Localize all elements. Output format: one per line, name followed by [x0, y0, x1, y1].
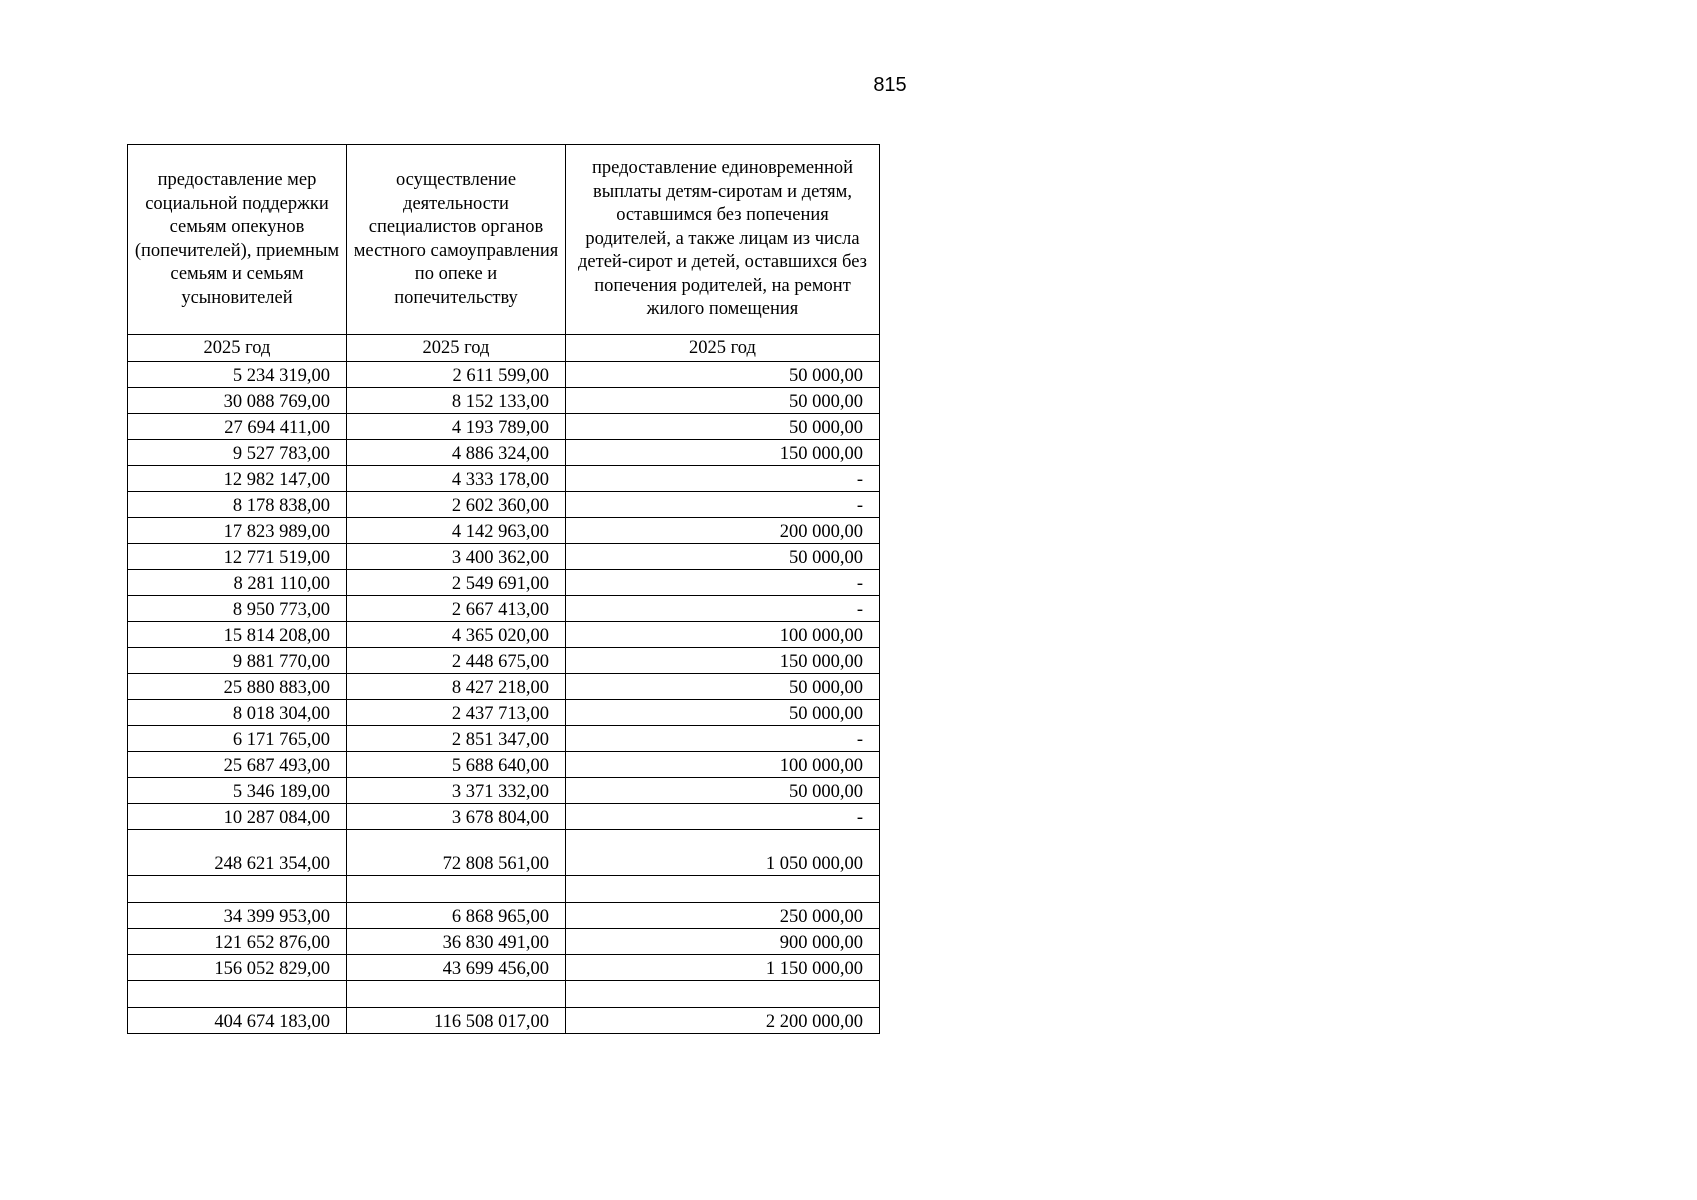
table-cell: 12 982 147,00 [128, 466, 347, 492]
table-cell: - [566, 570, 880, 596]
table-cell: 6 171 765,00 [128, 726, 347, 752]
table-cell: 10 287 084,00 [128, 804, 347, 830]
grand-total-cell: 116 508 017,00 [347, 1008, 566, 1034]
table-cell: 6 868 965,00 [347, 903, 566, 929]
table-cell: 150 000,00 [566, 648, 880, 674]
table-cell: 121 652 876,00 [128, 929, 347, 955]
table-cell: 2 437 713,00 [347, 700, 566, 726]
table-row [128, 700, 880, 726]
table-cell: 8 018 304,00 [128, 700, 347, 726]
table-row [128, 726, 880, 752]
table-cell: 100 000,00 [566, 752, 880, 778]
grand-total-cell: 2 200 000,00 [566, 1008, 880, 1034]
group-row [128, 955, 880, 981]
table-row [128, 362, 880, 388]
table-cell: 5 688 640,00 [347, 752, 566, 778]
table-row [128, 388, 880, 414]
table-cell: 2 667 413,00 [347, 596, 566, 622]
subtotal-row [128, 830, 880, 876]
table-cell: 2 611 599,00 [347, 362, 566, 388]
table-cell: 34 399 953,00 [128, 903, 347, 929]
table-row [128, 518, 880, 544]
table-cell: - [566, 492, 880, 518]
grand-total-cell: 404 674 183,00 [128, 1008, 347, 1034]
table-cell: 25 687 493,00 [128, 752, 347, 778]
table-cell: 1 150 000,00 [566, 955, 880, 981]
group-row [128, 929, 880, 955]
table-row [128, 648, 880, 674]
table-cell: 36 830 491,00 [347, 929, 566, 955]
table-cell: 5 346 189,00 [128, 778, 347, 804]
column-header-guardianship-specialists: осуществление деятельности специалистов органов местного самоуправления по опеке и попечительству [347, 145, 566, 335]
table-cell: 15 814 208,00 [128, 622, 347, 648]
table-cell: 8 281 110,00 [128, 570, 347, 596]
table-cell: 150 000,00 [566, 440, 880, 466]
blank-cell [347, 876, 566, 903]
table-cell: 12 771 519,00 [128, 544, 347, 570]
table-cell: 156 052 829,00 [128, 955, 347, 981]
table-row [128, 492, 880, 518]
table-row [128, 674, 880, 700]
table-cell: 2 448 675,00 [347, 648, 566, 674]
blank-row [128, 876, 880, 903]
table-cell: - [566, 726, 880, 752]
table-cell: 50 000,00 [566, 544, 880, 570]
table-cell: 8 152 133,00 [347, 388, 566, 414]
page-number: 815 [873, 74, 907, 96]
blank-cell [347, 981, 566, 1008]
table-row [128, 752, 880, 778]
table-cell: 2 851 347,00 [347, 726, 566, 752]
table-cell: 200 000,00 [566, 518, 880, 544]
table-cell: 50 000,00 [566, 414, 880, 440]
table-cell: 4 886 324,00 [347, 440, 566, 466]
table-row [128, 596, 880, 622]
table-cell: 250 000,00 [566, 903, 880, 929]
table-cell: 3 371 332,00 [347, 778, 566, 804]
table-cell: 30 088 769,00 [128, 388, 347, 414]
blank-cell [566, 981, 880, 1008]
table-row [128, 622, 880, 648]
year-row [128, 335, 880, 362]
table-cell: 9 881 770,00 [128, 648, 347, 674]
subtotal-cell: 1 050 000,00 [566, 830, 880, 876]
year-label: 2025 год [128, 335, 347, 362]
table-cell: 8 178 838,00 [128, 492, 347, 518]
grand-total-row [128, 1008, 880, 1034]
column-header-repair-payment: предоставление единовременной выплаты детям-сиротам и детям, оставшимся без попечения родителей, а также лицам из числа детей-сирот и детей, оставшихся без попечения родителей, на ремонт жилого помещения [566, 145, 880, 335]
table-cell: 27 694 411,00 [128, 414, 347, 440]
table-cell: 50 000,00 [566, 700, 880, 726]
year-label: 2025 год [566, 335, 880, 362]
table-cell: 2 602 360,00 [347, 492, 566, 518]
group-row [128, 903, 880, 929]
table-cell: - [566, 466, 880, 492]
table-row [128, 440, 880, 466]
table-cell: 4 365 020,00 [347, 622, 566, 648]
table-cell: 3 400 362,00 [347, 544, 566, 570]
table-row [128, 414, 880, 440]
subtotal-cell: 72 808 561,00 [347, 830, 566, 876]
table-cell: 4 333 178,00 [347, 466, 566, 492]
table-cell: 8 427 218,00 [347, 674, 566, 700]
blank-cell [128, 981, 347, 1008]
table-row [128, 570, 880, 596]
year-label: 2025 год [347, 335, 566, 362]
blank-cell [128, 876, 347, 903]
blank-row [128, 981, 880, 1008]
table-cell: 5 234 319,00 [128, 362, 347, 388]
table-row [128, 544, 880, 570]
table-cell: 9 527 783,00 [128, 440, 347, 466]
blank-cell [566, 876, 880, 903]
table-row [128, 804, 880, 830]
table-cell: 4 193 789,00 [347, 414, 566, 440]
table-cell: 3 678 804,00 [347, 804, 566, 830]
table-cell: 43 699 456,00 [347, 955, 566, 981]
subtotal-cell: 248 621 354,00 [128, 830, 347, 876]
table-cell: 4 142 963,00 [347, 518, 566, 544]
table-cell: 50 000,00 [566, 778, 880, 804]
table-row [128, 466, 880, 492]
data-table [127, 144, 880, 1034]
table-cell: 50 000,00 [566, 388, 880, 414]
table-header-row [128, 145, 880, 335]
table-cell: 8 950 773,00 [128, 596, 347, 622]
table-cell: 25 880 883,00 [128, 674, 347, 700]
table-cell: 50 000,00 [566, 362, 880, 388]
table-cell: 50 000,00 [566, 674, 880, 700]
table-cell: 100 000,00 [566, 622, 880, 648]
table-cell: 900 000,00 [566, 929, 880, 955]
table-cell: 2 549 691,00 [347, 570, 566, 596]
table-cell: - [566, 804, 880, 830]
table-cell: 17 823 989,00 [128, 518, 347, 544]
column-header-family-support: предоставление мер социальной поддержки семьям опекунов (попечителей), приемным семьям и семьям усыновителей [128, 145, 347, 335]
table-row [128, 778, 880, 804]
table-cell: - [566, 596, 880, 622]
